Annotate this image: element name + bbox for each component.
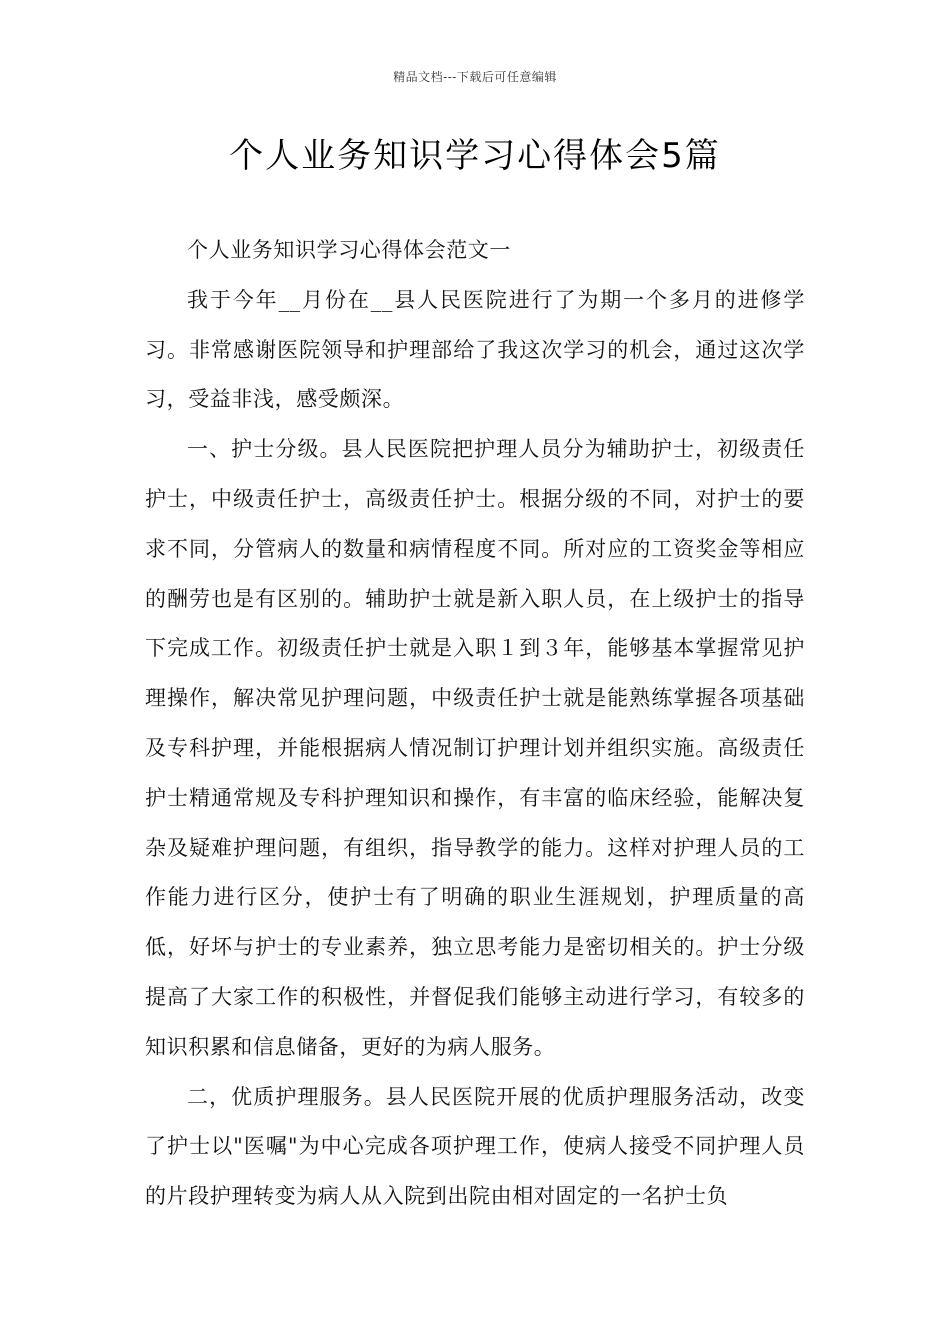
document-body xyxy=(145,226,805,1222)
document-title: 个人业务知识学习心得体会5篇 xyxy=(229,136,721,176)
paragraph-quality-care: 二，优质护理服务。县人民医院开展的优质护理服务活动，改变了护士以"医嘱"为中心完成各项护理工作，使病人接受不同护理人员的片段护理转变为病人从入院到出院由相对固定的一名护士负 xyxy=(145,1084,805,1209)
paragraph-nurse-grading: 一、护士分级。县人民医院把护理人员分为辅助护士，初级责任护士，中级责任护士，高级责任护士。根据分级的不同，对护士的要求不同，分管病人的数量和病情程度不同。所对应的工资奖金等相应的酬劳也是有区别的。辅助护士就是新入职人员，在上级护士的指导下完成工作。初级责任护士就是入职１到３年，能够基本掌握常见护理操作，解决常见护理问题，中级责任护士就是能熟练掌握各项基础及专科护理，并能根据病人情况制订护理计划并组织实施。高级责任护士精通常规及专科护理知识和操作，有丰富的临床经验，能解决复杂及疑难护理问题，有组织，指导教学的能力。这样对护理人员的工作能力进行区分，使护士有了明确的职业生涯规划，护理质量的高低，好坏与护士的专业素养，独立思考能力是密切相关的。护士分级提高了大家工作的积极性，并督促我们能够主动进行学习，有较多的知识积累和信息储备，更好的为病人服务。 xyxy=(145,437,805,1059)
paragraph-intro: 我于今年__月份在__县人民医院进行了为期一个多月的进修学习。非常感谢医院领导和护理部给了我这次学习的机会，通过这次学习，受益非浅，感受颇深。 xyxy=(145,287,805,412)
header-note: 精品文档---下载后可任意编辑 xyxy=(393,70,557,84)
paragraph-subtitle: 个人业务知识学习心得体会范文一 xyxy=(187,238,511,262)
